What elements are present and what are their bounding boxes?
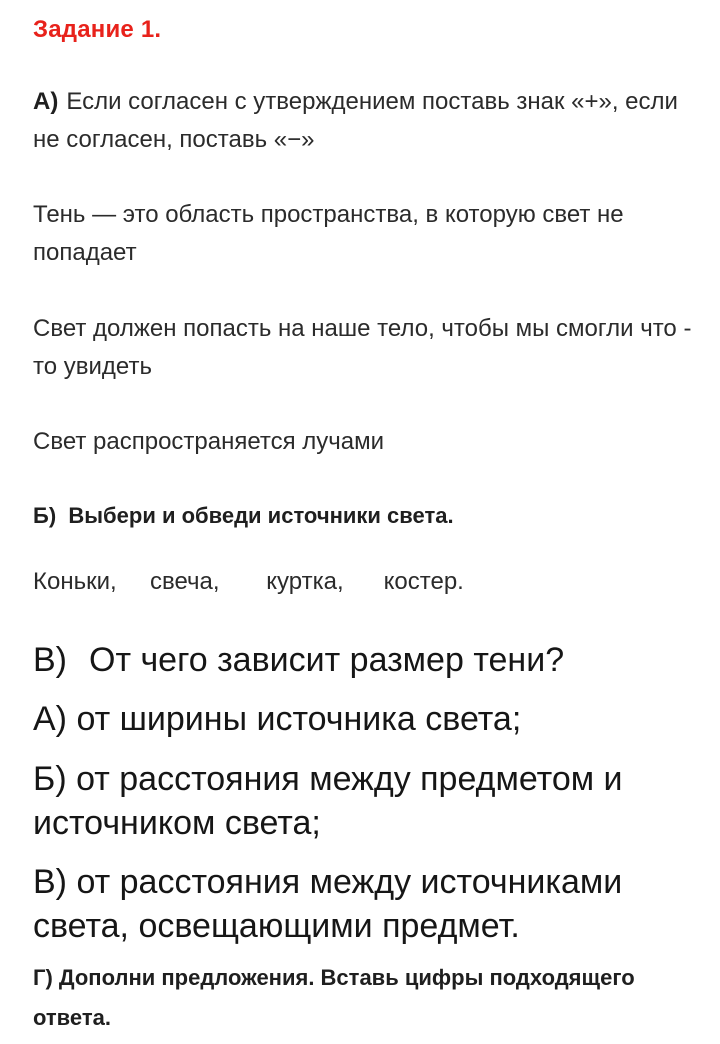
section-v-question-text: От чего зависит размер тени? xyxy=(89,641,565,679)
section-a-label: А) xyxy=(33,88,59,115)
statement-2: Свет должен попасть на наше тело, чтобы мы смогли что - то увидеть xyxy=(33,315,692,380)
section-v-question xyxy=(33,638,703,682)
option-candle: свеча, xyxy=(150,568,220,595)
statement-3: Свет распространяется лучами xyxy=(33,428,385,455)
section-b-instruction xyxy=(33,503,693,529)
answer-b: Б) от расстояния между предметом и источником света; xyxy=(33,760,623,842)
section-b-instruction-text: Выбери и обведи источники света. xyxy=(68,503,454,528)
section-g-instruction: Г) Дополни предложения. Вставь цифры подходящего ответа. xyxy=(33,965,635,1030)
section-a-instruction xyxy=(33,83,693,159)
answer-v: В) от расстояния между источниками света, освещающими предмет. xyxy=(33,863,623,945)
statement-1: Тень — это область пространства, в которую свет не попадает xyxy=(33,201,624,266)
task-title: Задание 1. xyxy=(33,16,162,43)
option-bonfire: костер. xyxy=(383,568,464,595)
option-skates: Коньки, xyxy=(33,568,117,595)
answer-a: А) от ширины источника света; xyxy=(33,700,522,738)
option-jacket: куртка, xyxy=(266,568,344,595)
section-v-label: В) xyxy=(33,641,67,679)
section-a-instruction-text: Если согласен с утверждением поставь знак «+», если не согласен, поставь «−» xyxy=(33,88,678,153)
section-b-label: Б) xyxy=(33,503,57,528)
light-source-options xyxy=(33,568,464,596)
